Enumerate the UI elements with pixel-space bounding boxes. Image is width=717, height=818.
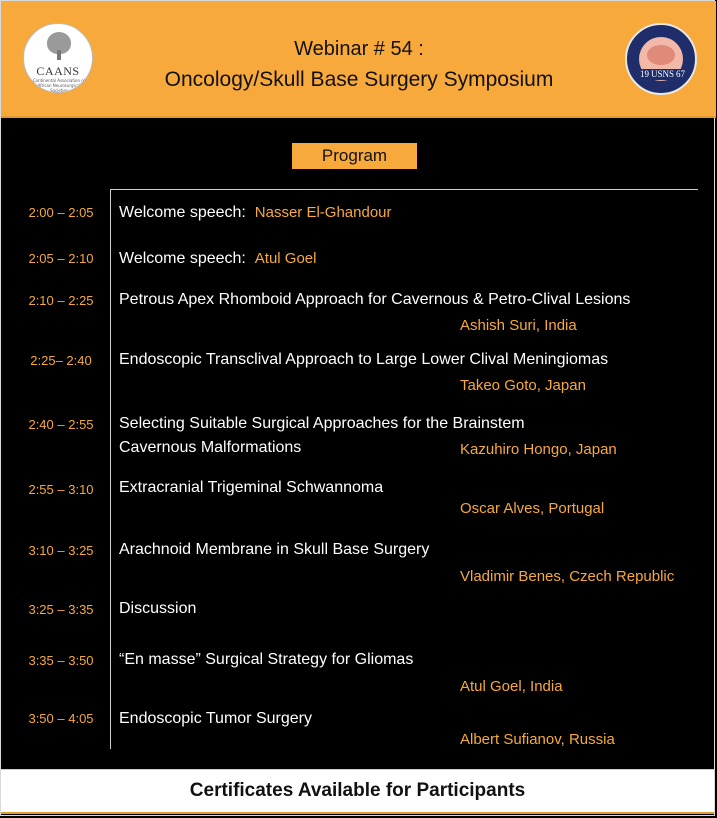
session-time: 2:00 – 2:05: [28, 205, 94, 220]
schedule-vertical-divider: [110, 189, 111, 749]
session-title: Arachnoid Membrane in Skull Base Surgery: [119, 541, 430, 558]
header-banner: [1, 1, 716, 118]
session-time: 2:05 – 2:10: [28, 251, 94, 266]
session-title: “En masse” Surgical Strategy for Gliomas: [119, 651, 414, 668]
session-time: 2:40 – 2:55: [28, 417, 94, 432]
session-speaker: Vladimir Benes, Czech Republic: [460, 568, 675, 585]
session-time: 2:25– 2:40: [30, 353, 92, 368]
session-speaker: Ashish Suri, India: [460, 317, 577, 334]
brain-icon: [47, 32, 71, 54]
session-title: Selecting Suitable Surgical Approaches for the Brainstem: [119, 415, 525, 432]
seal-text: USNS: [651, 69, 675, 79]
session-title: [119, 250, 316, 268]
session-time: 3:10 – 3:25: [28, 543, 94, 558]
schedule-top-divider: [110, 189, 698, 190]
session-time: 2:10 – 2:25: [28, 293, 94, 308]
seal-band: [639, 69, 686, 80]
session-speaker: Albert Sufianov, Russia: [460, 731, 615, 748]
caans-logo: [23, 23, 93, 93]
session-title: Discussion: [119, 600, 197, 617]
caans-logo-text: CAANS: [36, 64, 80, 78]
usns-seal-logo: [625, 23, 697, 95]
session-title: Extracranial Trigeminal Schwannoma: [119, 479, 384, 496]
session-speaker: Atul Goel: [254, 250, 317, 267]
webinar-number: Webinar # 54 :: [294, 38, 424, 60]
session-title: Petrous Apex Rhomboid Approach for Cavernous & Petro-Clival Lesions: [119, 291, 631, 308]
session-time: 3:35 – 3:50: [28, 653, 94, 668]
session-title: [119, 204, 392, 222]
session-speaker: Takeo Goto, Japan: [460, 377, 586, 394]
session-speaker: Kazuhiro Hongo, Japan: [460, 441, 617, 458]
seal-year-right: 67: [676, 69, 686, 79]
session-speaker: Atul Goel, India: [460, 678, 563, 695]
caans-logo-subtext: Continental Association of African Neurosurgical Societies: [32, 78, 86, 93]
session-speaker: Oscar Alves, Portugal: [460, 500, 605, 517]
session-time: 2:55 – 3:10: [28, 482, 94, 497]
session-title: Endoscopic Tumor Surgery: [119, 710, 312, 727]
session-title: Endoscopic Transclival Approach to Large Lower Clival Meningiomas: [119, 351, 609, 368]
session-title-line2: Cavernous Malformations: [119, 439, 302, 456]
webinar-title: Oncology/Skull Base Surgery Symposium: [164, 68, 554, 91]
program-heading: Program: [292, 143, 417, 169]
session-title-text: Welcome speech:: [119, 250, 246, 267]
session-title-text: Welcome speech:: [119, 204, 246, 221]
seal-year-left: 19: [640, 69, 649, 79]
session-time: 3:25 – 3:35: [28, 602, 94, 617]
certificates-footer: Certificates Available for Participants: [1, 769, 714, 814]
session-time: 3:50 – 4:05: [28, 711, 94, 726]
session-speaker: Nasser El-Ghandour: [254, 204, 392, 221]
